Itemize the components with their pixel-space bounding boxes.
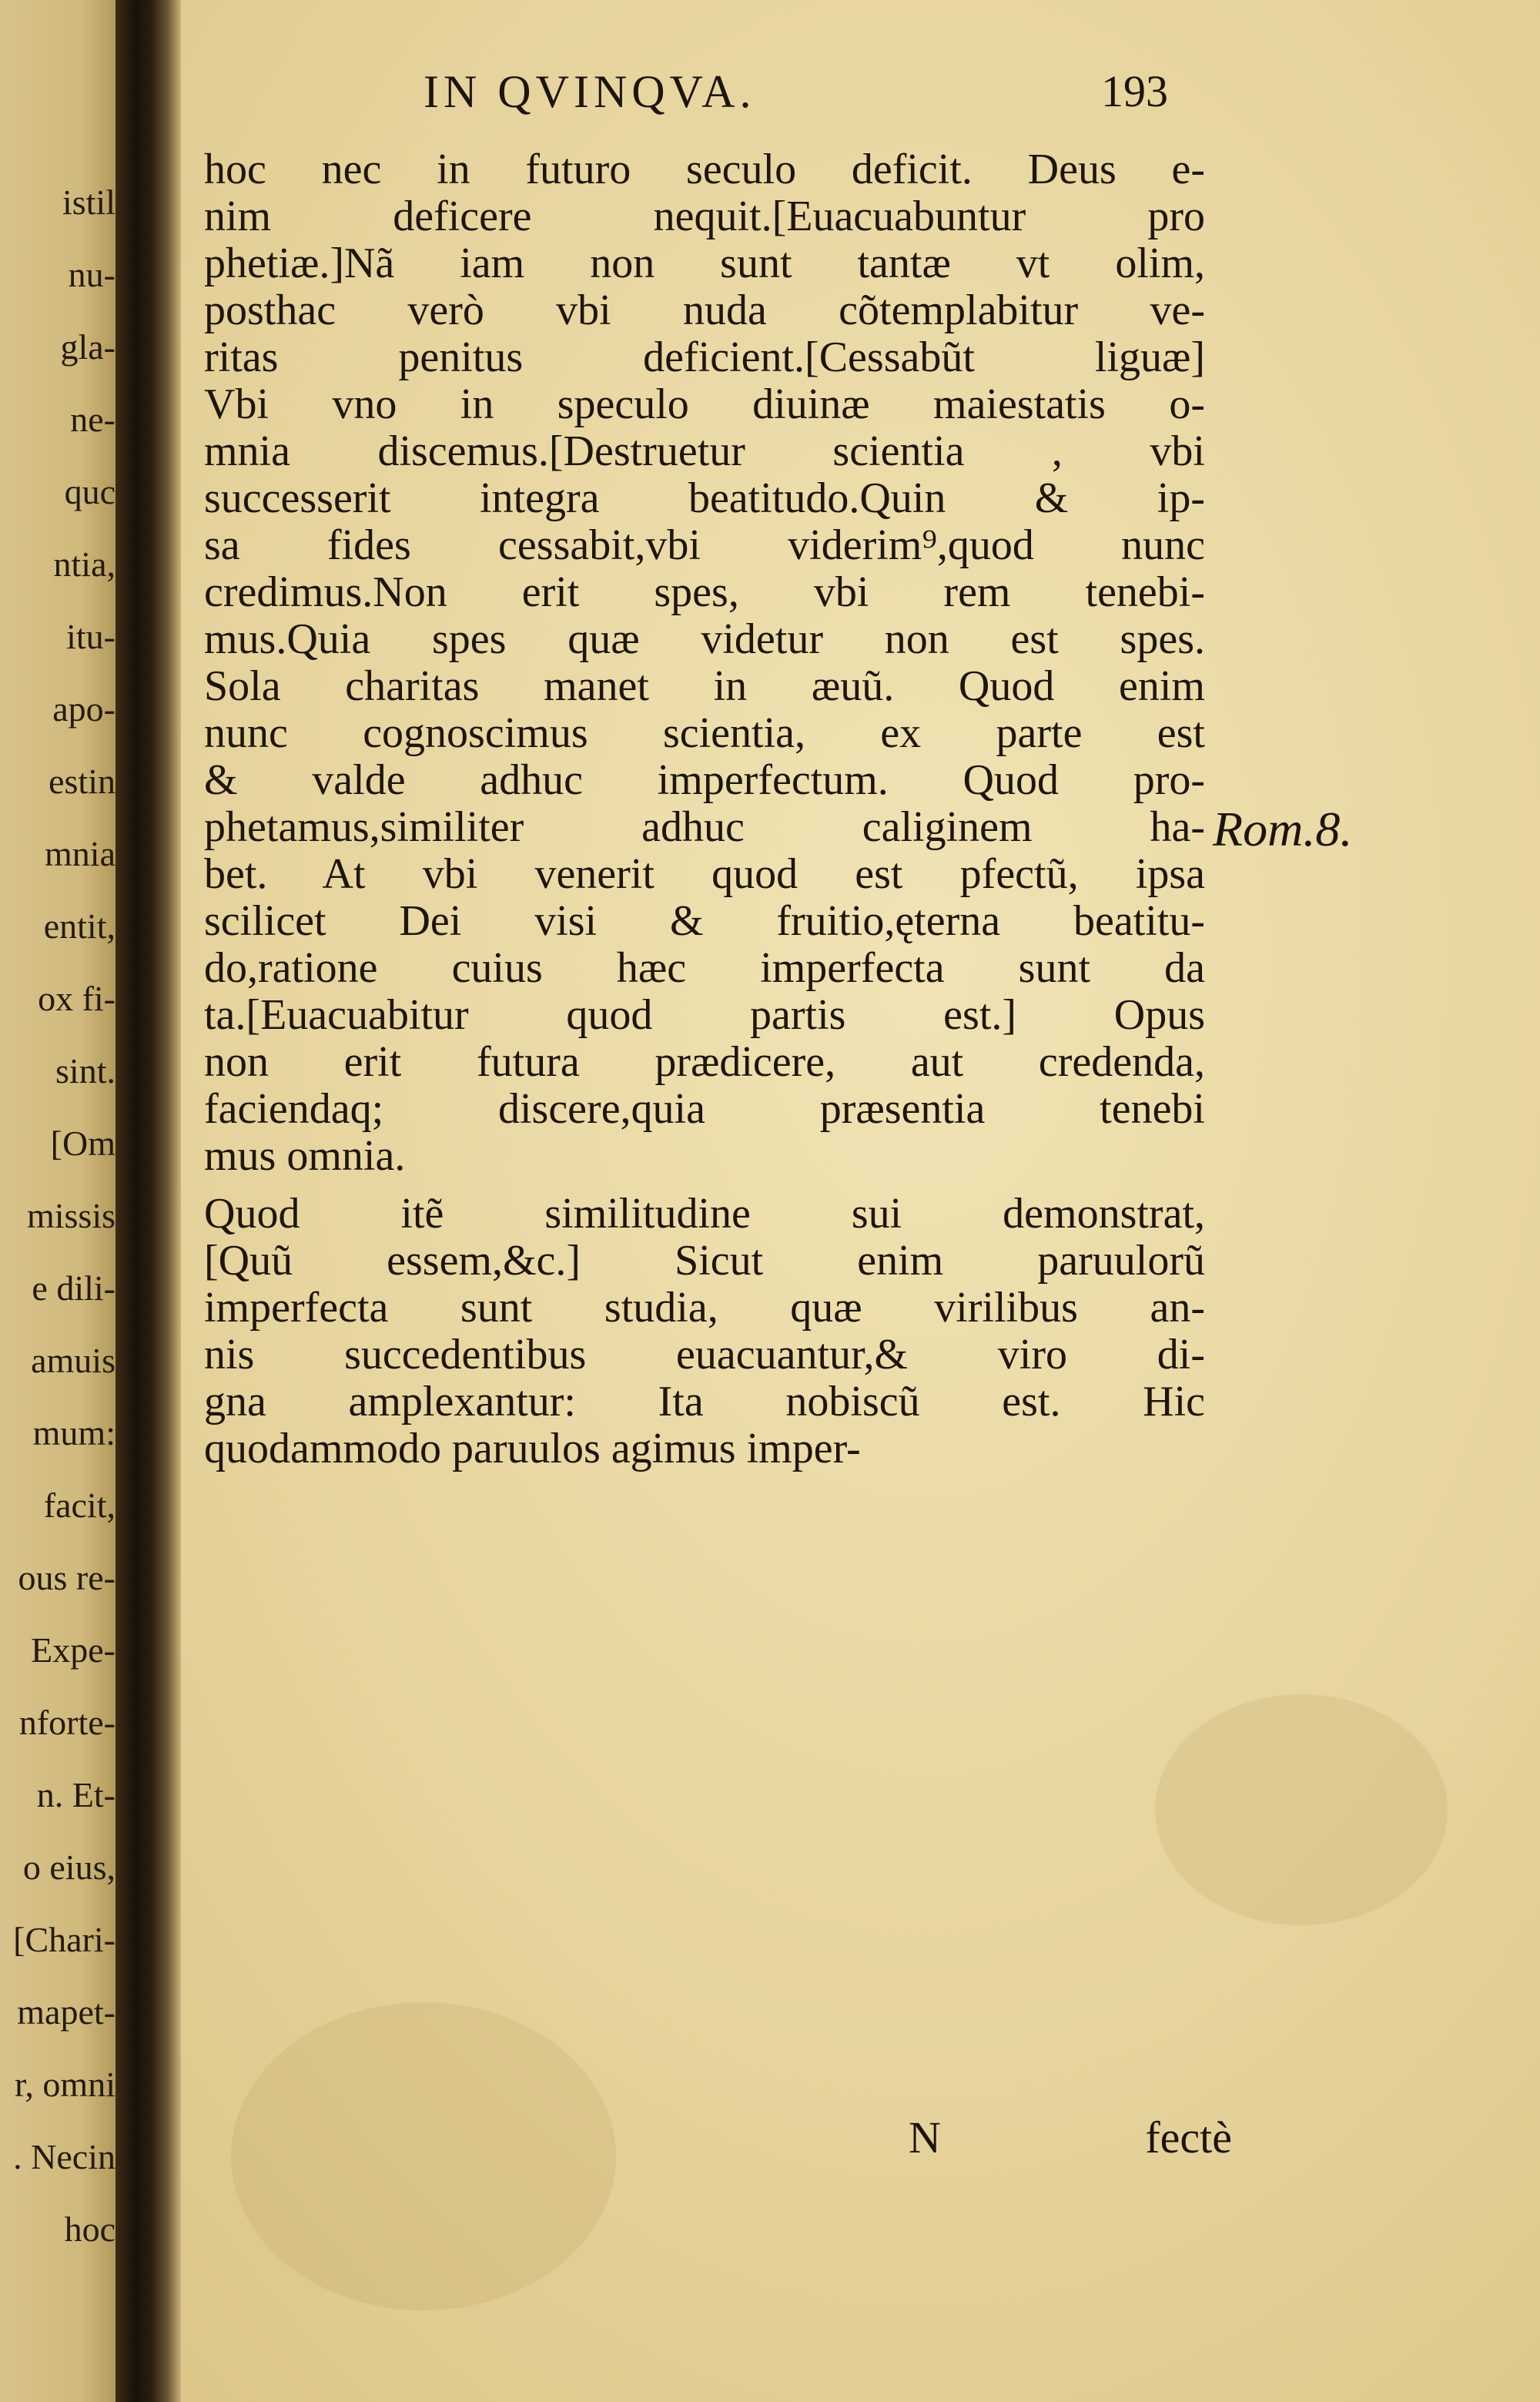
- text-line: & valde adhuc imperfectum. Quod pro-: [204, 756, 1205, 804]
- running-head-title: IN QVINQVA.: [424, 66, 756, 117]
- left-page-fragment: o eius,: [22, 1848, 116, 1887]
- text-line: sa fides cessabit,vbi viderim⁹,quod nunc: [204, 521, 1205, 569]
- left-page-fragment: hoc: [64, 2209, 116, 2249]
- left-page-fragment: nforte-: [18, 1703, 116, 1742]
- catchword: fectè: [1145, 2112, 1232, 2162]
- text-line: bet. At vbi venerit quod est pfectũ, ipsa: [204, 850, 1205, 898]
- paper-stain: [1155, 1694, 1448, 1925]
- text-line: nunc cognoscimus scientia, ex parte est: [204, 709, 1205, 757]
- left-page-fragment: estin: [49, 762, 116, 801]
- page-number: 193: [1101, 66, 1168, 116]
- text-line: gna amplexantur: Ita nobiscũ est. Hic: [204, 1378, 1205, 1425]
- left-page-fragment: Expe-: [31, 1630, 116, 1670]
- left-page-fragment: amuis: [31, 1341, 116, 1380]
- text-line: [Quũ essem,&c.] Sicut enim paruulorũ: [204, 1237, 1205, 1285]
- left-page-fragment: apo-: [52, 689, 116, 729]
- left-page-fragment: sint.: [55, 1051, 116, 1090]
- text-line: credimus.Non erit spes, vbi rem tenebi-: [204, 568, 1205, 616]
- paper-stain: [231, 2002, 616, 2310]
- left-page-fragment: [Om: [50, 1124, 116, 1163]
- text-line: phetiæ.]Nã iam non sunt tantæ vt olim,: [204, 240, 1205, 287]
- left-page-fragment: ous re-: [18, 1558, 116, 1597]
- text-line: Sola charitas manet in æuũ. Quod enim: [204, 662, 1205, 710]
- left-page-fragment: n. Et-: [36, 1775, 116, 1814]
- text-line: non erit futura prædicere, aut credenda,: [204, 1038, 1205, 1086]
- left-facing-page: [0, 0, 116, 2402]
- left-page-fragment: mnia: [45, 834, 116, 873]
- marginal-note: Rom.8.: [1213, 802, 1353, 856]
- text-line: Vbi vno in speculo diuinæ maiestatis o-: [204, 380, 1205, 428]
- left-page-fragment: gla-: [60, 327, 116, 367]
- left-page-fragment: mapet-: [17, 1992, 116, 2032]
- text-line: hoc nec in futuro seculo deficit. Deus e-: [204, 146, 1205, 193]
- signature-mark: N: [909, 2112, 941, 2162]
- text-line: mus omnia.: [204, 1132, 406, 1180]
- text-line: successerit integra beatitudo.Quin & ip-: [204, 474, 1205, 522]
- text-line: posthac verò vbi nuda cõtemplabitur ve-: [204, 286, 1205, 334]
- left-page-fragment: itu-: [66, 617, 116, 656]
- left-page-fragment: mum:: [32, 1413, 116, 1452]
- left-page-fragment: entit,: [43, 906, 116, 946]
- book-gutter: [116, 0, 181, 2402]
- left-page-fragment: quc: [64, 472, 116, 511]
- left-page-fragment: ntia,: [53, 544, 116, 584]
- text-line: faciendaq; discere,quia præsentia tenebi: [204, 1085, 1205, 1133]
- left-page-fragment: ox fi-: [38, 979, 116, 1018]
- text-line: nis succedentibus euacuantur,& viro di-: [204, 1331, 1205, 1379]
- left-page-fragment: . Necin: [13, 2137, 116, 2176]
- footer-line: [909, 2112, 1232, 2166]
- left-page-fragment: istil: [62, 183, 116, 222]
- left-page-fragment: facit,: [43, 1486, 116, 1525]
- running-head: [0, 65, 1540, 127]
- body-text: [204, 146, 1205, 1472]
- text-line: mus.Quia spes quæ videtur non est spes.: [204, 615, 1205, 663]
- text-line: do,ratione cuius hæc imperfecta sunt da: [204, 944, 1205, 992]
- text-line: ta.[Euacuabitur quod partis est.] Opus: [204, 991, 1205, 1039]
- left-page-fragment: r, omni: [14, 2065, 116, 2104]
- left-page-fragment: [Chari-: [13, 1920, 116, 1959]
- text-line: Quod itẽ similitudine sui demonstrat,: [204, 1190, 1205, 1238]
- left-page-fragment: e dili-: [32, 1268, 116, 1308]
- text-line: ritas penitus deficient.[Cessabũt liguæ]: [204, 333, 1205, 381]
- text-line: scilicet Dei visi & fruitio,ęterna beatitu-: [204, 897, 1205, 945]
- left-page-fragment: ne-: [70, 400, 116, 439]
- text-line: phetamus,similiter adhuc caliginem ha-: [204, 803, 1205, 851]
- text-line: imperfecta sunt studia, quæ virilibus an-: [204, 1284, 1205, 1332]
- left-page-fragment: nu-: [68, 255, 116, 294]
- left-page-fragment: missis: [26, 1196, 116, 1235]
- text-line: quodammodo paruulos agimus imper-: [204, 1425, 861, 1472]
- text-line: mnia discemus.[Destruetur scientia , vbi: [204, 427, 1205, 475]
- text-line: nim deficere nequit.[Euacuabuntur pro: [204, 193, 1205, 240]
